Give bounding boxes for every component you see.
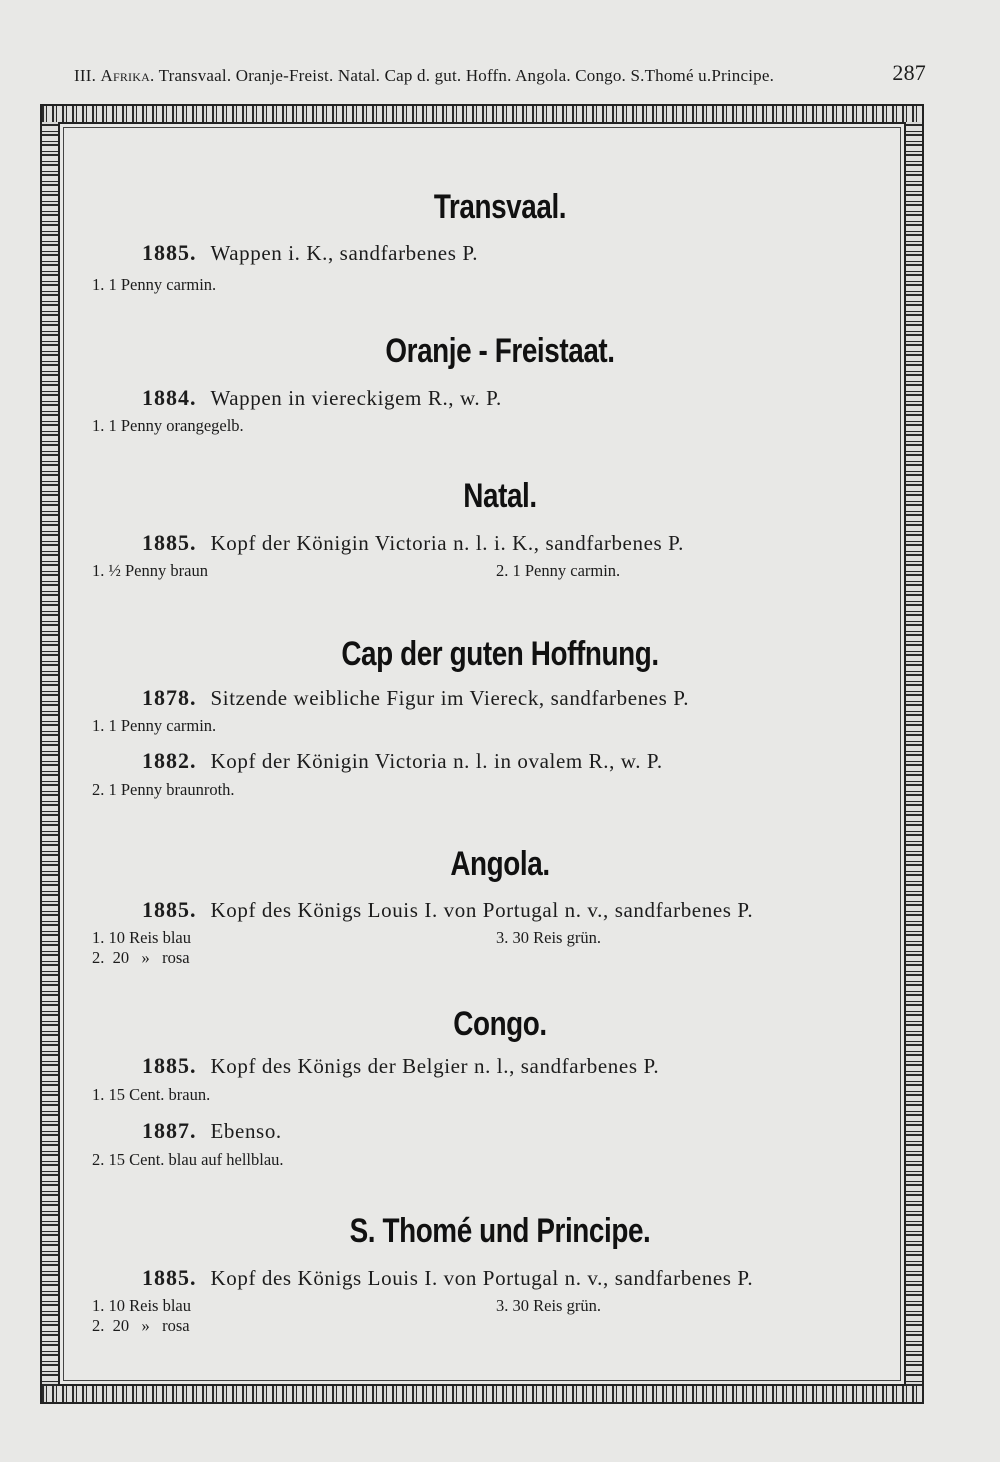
section-title-transvaal: Transvaal. [433,188,567,226]
stamp-entry: 1. 15 Cent. braun. [92,1085,211,1104]
stamp-entry: 3. 30 Reis grün. [496,928,601,947]
section-title-natal: Natal. [463,477,537,515]
running-head-continent: Afrika. [100,66,155,85]
stamp-entry: 1. 10 Reis blau [92,928,191,947]
issue-description: Sitzende weibliche Figur im Viereck, sandfarbenes P. [210,686,690,710]
issue-description: Kopf des Königs der Belgier n. l., sandfarbenes P. [210,1054,660,1078]
section-title-cap-der-guten-hoffnung: Cap der guten Hoffnung. [341,635,659,673]
stamp-entry: 3. 30 Reis grün. [496,1296,601,1315]
issue-description: Kopf des Königs Louis I. von Portugal n. v., sandfarbenes P. [210,898,754,922]
issue-cap-1878 [142,685,689,711]
issue-year: 1885. [142,240,197,265]
issue-description: Wappen in viereckigem R., w. P. [210,386,502,410]
stamp-entry: 2. 1 Penny braunroth. [92,780,235,799]
section-title-angola: Angola. [450,845,550,883]
stamp-entry: 2. 20 » rosa [92,1316,190,1335]
issue-year: 1885. [142,530,197,555]
stamp-entry: 1. 1 Penny carmin. [92,275,217,294]
issue-year: 1884. [142,385,197,410]
page-number: 287 [892,60,926,85]
issue-description: Ebenso. [210,1119,282,1143]
issue-oranje-1884 [142,385,502,411]
stamp-entry: 1. 10 Reis blau [92,1296,191,1315]
issue-description: Wappen i. K., sandfarbenes P. [210,241,479,265]
issue-cap-1882 [142,748,663,774]
issue-natal-1885 [142,530,684,556]
stamp-entry: 1. ½ Penny braun [92,561,208,580]
issue-congo-1887 [142,1118,282,1144]
issue-year: 1887. [142,1118,197,1143]
issue-angola-1885 [142,897,753,923]
stamp-entry: 2. 15 Cent. blau auf hellblau. [92,1150,284,1169]
stamp-entry: 1. 1 Penny carmin. [92,716,217,735]
issue-description: Kopf des Königs Louis I. von Portugal n. v., sandfarbenes P. [210,1266,754,1290]
issue-year: 1878. [142,685,197,710]
issue-year: 1882. [142,748,197,773]
issue-year: 1885. [142,1053,197,1078]
stamp-entry: 2. 20 » rosa [92,948,190,967]
issue-year: 1885. [142,1265,197,1290]
issue-description: Kopf der Königin Victoria n. l. in ovalem R., w. P. [210,749,663,773]
section-title-s-thome-und-principe: S. Thomé und Principe. [349,1212,651,1250]
running-head-countries: Transvaal. Oranje-Freist. Natal. Cap d. gut. Hoffn. Angola. Congo. S.Thomé u.Principe. [158,66,775,85]
running-head-part: III. [74,66,97,85]
issue-description: Kopf der Königin Victoria n. l. i. K., sandfarbenes P. [210,531,684,555]
stamp-entry: 2. 1 Penny carmin. [496,561,621,580]
issue-transvaal-1885 [142,240,478,266]
stamp-entry: 1. 1 Penny orangegelb. [92,416,244,435]
section-title-congo: Congo. [453,1005,547,1043]
issue-congo-1885 [142,1053,659,1079]
issue-thome-1885 [142,1265,753,1291]
section-title-oranje-freistaat: Oranje - Freistaat. [385,332,615,370]
issue-year: 1885. [142,897,197,922]
